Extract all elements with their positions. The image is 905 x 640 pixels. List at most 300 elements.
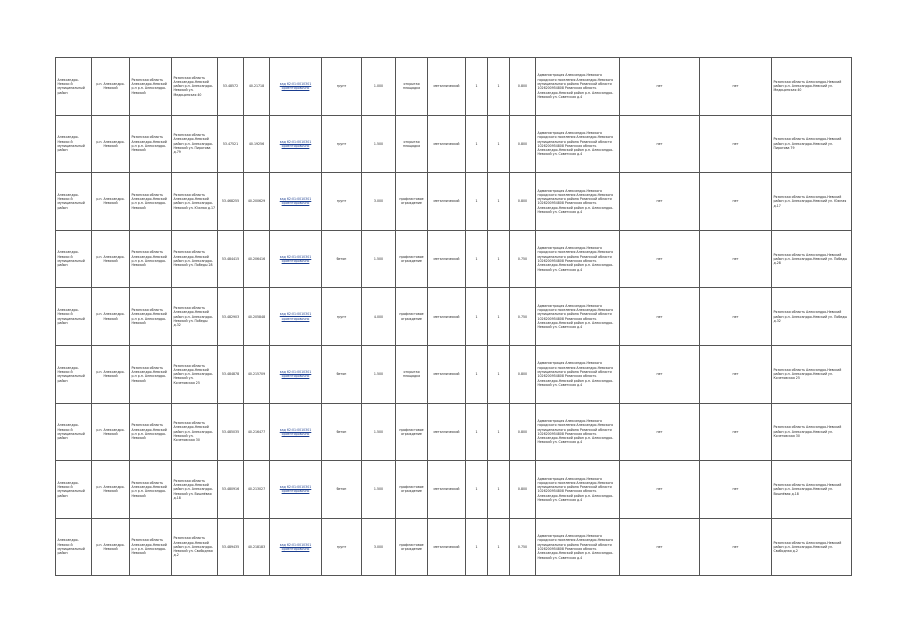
cadastral-text[interactable]: кад 62:01:0010301 ориентировочно <box>279 485 312 494</box>
district-text: Александро-Невски й муниципальный район <box>57 538 85 556</box>
served-address-cell <box>772 403 852 461</box>
longitude-cell <box>244 58 270 116</box>
table-row <box>56 345 852 403</box>
container-type-text: металлический <box>433 372 460 377</box>
latitude-text: 53.489435 <box>221 544 240 549</box>
latitude-cell <box>218 230 244 288</box>
volume-text: 0.750 <box>517 544 528 549</box>
location-text: Рязанская область Александро-Невский р-н р.п. Александро-Невский <box>131 538 167 556</box>
cadastral-text[interactable]: кад 62:01:0010301 ориентировочно <box>279 312 312 321</box>
fence-cell <box>396 288 428 346</box>
cadastral-cell <box>270 288 322 346</box>
count-b-cell <box>488 115 510 173</box>
surface-cell <box>322 230 362 288</box>
surface-text: бетон <box>336 256 347 261</box>
served-address-cell <box>772 288 852 346</box>
settlement-cell <box>92 115 130 173</box>
area-text: 1.500 <box>373 487 384 492</box>
count-b-text: 1 <box>497 372 500 377</box>
volume-text: 0.800 <box>517 429 528 434</box>
flag-b-cell <box>700 58 772 116</box>
address-text: Рязанская область Александро-Невский район р.п. Александро-Невский ул. Победы 28 <box>173 250 213 268</box>
count-a-cell <box>466 230 488 288</box>
district-text: Александро-Невски й муниципальный район <box>57 192 85 210</box>
area-text: 1.500 <box>373 429 384 434</box>
container-type-cell <box>428 518 466 576</box>
longitude-text: 40.206416 <box>247 256 266 261</box>
container-type-cell <box>428 230 466 288</box>
count-a-cell <box>466 115 488 173</box>
flag-b-text: нет <box>732 544 739 549</box>
fence-text: профлистовое ограждение <box>399 485 424 494</box>
cadastral-text[interactable]: кад 62:01:0010301 ориентировочно <box>279 254 312 264</box>
volume-cell <box>510 345 536 403</box>
settlement-text: р.п. Александро-Невский <box>96 369 125 379</box>
surface-text: бетон <box>336 429 347 434</box>
volume-text: 0.800 <box>517 141 528 146</box>
fence-text: профлистовое ограждение <box>399 312 424 321</box>
count-a-text: 1 <box>475 429 478 434</box>
served-address-cell <box>772 518 852 576</box>
longitude-text: 40.213027 <box>247 487 266 492</box>
flag-b-cell <box>700 115 772 173</box>
count-a-text: 1 <box>475 141 478 146</box>
cadastral-cell <box>270 345 322 403</box>
area-cell <box>362 173 396 231</box>
flag-b-cell <box>700 403 772 461</box>
latitude-text: 53.47521 <box>222 141 239 146</box>
location-cell <box>130 230 172 288</box>
served-address-text: Рязанская область Александро-Невский район р.п. Александро-Невский ул. Вишнёвая д.18 <box>773 483 842 496</box>
flag-a-cell <box>620 115 700 173</box>
flag-a-cell <box>620 230 700 288</box>
count-b-text: 1 <box>497 314 500 319</box>
address-text: Рязанская область Александро-Невский район р.п. Александро-Невский ул. Вишнёвая д.18 <box>173 478 213 500</box>
surface-cell <box>322 58 362 116</box>
address-cell <box>172 518 218 576</box>
fence-cell <box>396 173 428 231</box>
table-row <box>56 518 852 576</box>
area-cell <box>362 288 396 346</box>
fence-cell <box>396 58 428 116</box>
location-text: Рязанская область Александро-Невский р-н р.п. Александро-Невский <box>131 77 167 95</box>
fence-text: профлистовое ограждение <box>399 254 424 264</box>
settlement-cell <box>92 518 130 576</box>
settlement-text: р.п. Александро-Невский <box>96 139 125 148</box>
district-cell <box>56 58 92 116</box>
surface-text: бетон <box>336 487 347 492</box>
area-cell <box>362 461 396 519</box>
fence-text: открытая площадка <box>402 139 421 148</box>
count-b-text: 1 <box>497 256 500 261</box>
flag-a-text: нет <box>656 487 663 492</box>
location-cell <box>130 461 172 519</box>
flag-a-cell <box>620 58 700 116</box>
latitude-text: 53.468255 <box>221 199 240 204</box>
latitude-cell <box>218 115 244 173</box>
count-b-cell <box>488 288 510 346</box>
count-a-cell <box>466 58 488 116</box>
served-address-text: Рязанская область Александро-Невский район р.п. Александро-Невский ул. Кочетовская 25 <box>773 367 842 381</box>
served-address-text: Рязанская область Александро-Невский район р.п. Александро-Невский ул. Пирогова 79 <box>773 137 842 151</box>
count-b-cell <box>488 345 510 403</box>
settlement-text: р.п. Александро-Невский <box>96 197 125 206</box>
address-text: Рязанская область Александро-Невский район р.п. Александро-Невский ул. Свободная д.2 <box>173 536 213 558</box>
latitude-cell <box>218 518 244 576</box>
volume-text: 0.800 <box>517 372 528 377</box>
district-text: Александро-Невски й муниципальный район <box>57 423 85 441</box>
cadastral-text[interactable]: кад 62:01:0010301 ориентировочно <box>279 139 312 148</box>
owner-cell <box>536 230 620 288</box>
latitude-text: 53.484415 <box>221 256 240 261</box>
cadastral-cell <box>270 115 322 173</box>
volume-text: 0.750 <box>517 314 528 319</box>
table-row <box>56 288 852 346</box>
count-a-cell <box>466 345 488 403</box>
flag-b-text: нет <box>732 84 739 89</box>
volume-text: 0.800 <box>517 199 528 204</box>
surface-text: грунт <box>336 544 347 549</box>
count-a-text: 1 <box>475 487 478 492</box>
district-text: Александро-Невски й муниципальный район <box>57 308 85 325</box>
location-text: Рязанская область Александро-Невский р-н р.п. Александро-Невский <box>131 480 167 498</box>
location-cell <box>130 518 172 576</box>
flag-a-text: нет <box>656 84 663 89</box>
volume-cell <box>510 173 536 231</box>
count-a-cell <box>466 403 488 461</box>
settlement-text: р.п. Александро-Невский <box>96 427 125 436</box>
count-a-text: 1 <box>475 372 478 377</box>
latitude-text: 53.482903 <box>221 314 240 319</box>
flag-b-cell <box>700 461 772 519</box>
latitude-text: 53.48572 <box>222 84 239 89</box>
district-cell <box>56 461 92 519</box>
owner-text: Администрация Александро-Невского городского поселения Александро-Невского муниципального района Рязанской области 1026200954808 Рязанская область Александро-Невский район р.п. Александро-Невский ул. Советская д.4 <box>537 188 614 215</box>
area-cell <box>362 345 396 403</box>
count-b-cell <box>488 461 510 519</box>
area-text: 1.500 <box>373 256 384 261</box>
fence-text: профлистовое ограждение <box>399 197 424 206</box>
count-b-text: 1 <box>497 141 500 146</box>
flag-a-cell <box>620 345 700 403</box>
owner-cell <box>536 345 620 403</box>
owner-text: Администрация Александро-Невского городского поселения Александро-Невского муниципального района Рязанской области 1026200954808 Рязанская область Александро-Невский район р.п. Александро-Невский ул. Советская д.4 <box>537 418 614 445</box>
volume-text: 0.750 <box>517 256 528 261</box>
flag-a-text: нет <box>656 372 663 377</box>
served-address-cell <box>772 115 852 173</box>
address-text: Рязанская область Александро-Невский район р.п. Александро-Невский ул. Победы д.32 <box>173 305 213 328</box>
fence-cell <box>396 230 428 288</box>
flag-a-cell <box>620 403 700 461</box>
owner-text: Администрация Александро-Невского городского поселения Александро-Невского муниципального района Рязанской области 1026200954808 Рязанская область Александро-Невский район р.п. Александро-Невский ул. Советская д.4 <box>537 476 614 503</box>
cadastral-cell <box>270 58 322 116</box>
location-cell <box>130 173 172 231</box>
longitude-cell <box>244 115 270 173</box>
table-row <box>56 115 852 173</box>
longitude-text: 40.205848 <box>247 314 266 319</box>
surface-text: грунт <box>336 84 347 89</box>
area-cell <box>362 230 396 288</box>
served-address-cell <box>772 173 852 231</box>
flag-a-text: нет <box>656 256 663 261</box>
district-text: Александро-Невски й муниципальный район <box>57 135 85 153</box>
longitude-cell <box>244 345 270 403</box>
table-row <box>56 461 852 519</box>
flag-a-text: нет <box>656 544 663 549</box>
served-address-cell <box>772 230 852 288</box>
address-cell <box>172 403 218 461</box>
container-type-cell <box>428 115 466 173</box>
area-text: 4.000 <box>373 314 384 319</box>
area-text: 3.000 <box>373 544 384 549</box>
settlement-text: р.п. Александро-Невский <box>96 254 125 264</box>
settlement-cell <box>92 173 130 231</box>
flag-a-cell <box>620 288 700 346</box>
container-type-text: металлический <box>433 84 460 89</box>
flag-a-text: нет <box>656 199 663 204</box>
settlement-text: р.п. Александро-Невский <box>96 82 125 91</box>
volume-text: 0.800 <box>517 84 528 89</box>
owner-text: Администрация Александро-Невского городского поселения Александро-Невского муниципального района Рязанской области 1026200954808 Рязанская область Александро-Невский район р.п. Александро-Невский ул. Советская д.4 <box>537 303 614 330</box>
container-type-text: металлический <box>433 314 460 319</box>
volume-cell <box>510 403 536 461</box>
cadastral-text[interactable]: кад 62:01:0010301 ориентировочно <box>279 82 312 91</box>
volume-cell <box>510 288 536 346</box>
surface-cell <box>322 345 362 403</box>
surface-cell <box>322 288 362 346</box>
flag-b-cell <box>700 173 772 231</box>
settlement-cell <box>92 230 130 288</box>
surface-text: грунт <box>336 141 347 146</box>
location-text: Рязанская область Александро-Невский р-н р.п. Александро-Невский <box>131 135 167 153</box>
count-a-cell <box>466 288 488 346</box>
served-address-cell <box>772 58 852 116</box>
address-cell <box>172 58 218 116</box>
surface-text: бетон <box>336 372 347 377</box>
latitude-text: 53.484878 <box>221 372 240 377</box>
owner-text: Администрация Александро-Невского городского поселения Александро-Невского муниципального района Рязанской области 1026200954808 Рязанская область Александро-Невский район р.п. Александро-Невский ул. Советская д.4 <box>537 73 614 99</box>
owner-cell <box>536 288 620 346</box>
fence-text: профлистовое ограждение <box>399 542 424 552</box>
longitude-cell <box>244 403 270 461</box>
district-cell <box>56 173 92 231</box>
fence-cell <box>396 461 428 519</box>
longitude-text: 40.215709 <box>247 372 266 377</box>
area-cell <box>362 518 396 576</box>
count-b-cell <box>488 173 510 231</box>
count-a-cell <box>466 173 488 231</box>
count-b-cell <box>488 230 510 288</box>
volume-cell <box>510 461 536 519</box>
location-text: Рязанская область Александро-Невский р-н р.п. Александро-Невский <box>131 423 167 441</box>
fence-text: профлистовое ограждение <box>399 427 424 436</box>
address-cell <box>172 230 218 288</box>
latitude-text: 53.485035 <box>221 429 240 434</box>
area-text: 1.000 <box>373 84 384 89</box>
cadastral-text[interactable]: кад 62:01:0010301 ориентировочно <box>279 369 312 379</box>
container-type-cell <box>428 288 466 346</box>
longitude-cell <box>244 518 270 576</box>
longitude-text: 40.216477 <box>247 429 266 434</box>
address-cell <box>172 173 218 231</box>
count-b-text: 1 <box>497 84 500 89</box>
latitude-cell <box>218 58 244 116</box>
count-a-text: 1 <box>475 544 478 549</box>
owner-cell <box>536 461 620 519</box>
address-cell <box>172 288 218 346</box>
surface-cell <box>322 403 362 461</box>
surface-cell <box>322 115 362 173</box>
address-cell <box>172 461 218 519</box>
flag-b-cell <box>700 230 772 288</box>
fence-cell <box>396 403 428 461</box>
district-cell <box>56 230 92 288</box>
longitude-text: 40.21718 <box>248 84 265 89</box>
settlement-cell <box>92 461 130 519</box>
table-row <box>56 173 852 231</box>
flag-a-cell <box>620 518 700 576</box>
location-cell <box>130 288 172 346</box>
owner-cell <box>536 518 620 576</box>
cadastral-cell <box>270 173 322 231</box>
volume-cell <box>510 58 536 116</box>
location-text: Рязанская область Александро-Невский р-н р.п. Александро-Невский <box>131 192 167 210</box>
district-cell <box>56 115 92 173</box>
address-text: Рязанская область Александро-Невский район р.п. Александро-Невский ул. Медицинская 40 <box>173 75 213 97</box>
address-cell <box>172 115 218 173</box>
fence-text: открытая площадка <box>402 369 421 379</box>
owner-text: Администрация Александро-Невского городского поселения Александро-Невского муниципального района Рязанской области 1026200954808 Рязанская область Александро-Невский район р.п. Александро-Невский ул. Советская д.4 <box>537 246 614 272</box>
address-text: Рязанская область Александро-Невский район р.п. Александро-Невский ул. Кочетовская 25 <box>173 363 213 385</box>
served-address-text: Рязанская область Александро-Невский район р.п. Александро-Невский ул. Кочетовская 30 <box>773 425 842 438</box>
address-text: Рязанская область Александро-Невский район р.п. Александро-Невский ул. Пирогова д.79 <box>173 133 213 155</box>
area-text: 3.000 <box>373 199 384 204</box>
owner-text: Администрация Александро-Невского городского поселения Александро-Невского муниципального района Рязанской области 1026200954808 Рязанская область Александро-Невский район р.п. Александро-Невский ул. Советская д.4 <box>537 534 614 560</box>
container-type-cell <box>428 403 466 461</box>
fence-cell <box>396 115 428 173</box>
count-a-text: 1 <box>475 84 478 89</box>
owner-cell <box>536 403 620 461</box>
longitude-cell <box>244 173 270 231</box>
longitude-text: 40.19256 <box>248 141 265 146</box>
flag-b-cell <box>700 288 772 346</box>
flag-b-cell <box>700 518 772 576</box>
volume-cell <box>510 115 536 173</box>
cadastral-text[interactable]: кад 62:01:0010301 ориентировочно <box>279 542 312 552</box>
count-a-cell <box>466 461 488 519</box>
owner-text: Администрация Александро-Невского городского поселения Александро-Невского муниципального района Рязанской области 1026200954808 Рязанская область Александро-Невский район р.п. Александро-Невский ул. Советская д.4 <box>537 361 614 387</box>
surface-cell <box>322 461 362 519</box>
flag-b-text: нет <box>732 199 739 204</box>
location-cell <box>130 345 172 403</box>
flag-a-text: нет <box>656 141 663 146</box>
cadastral-text[interactable]: кад 62:01:0010301 ориентировочно <box>279 197 312 206</box>
count-a-text: 1 <box>475 199 478 204</box>
location-cell <box>130 58 172 116</box>
table-row <box>56 58 852 116</box>
count-b-text: 1 <box>497 199 500 204</box>
cadastral-text[interactable]: кад 62:01:0010301 ориентировочно <box>279 427 312 436</box>
container-type-cell <box>428 58 466 116</box>
flag-b-text: нет <box>732 487 739 492</box>
owner-cell <box>536 115 620 173</box>
latitude-text: 53.480916 <box>221 487 240 492</box>
area-cell <box>362 403 396 461</box>
cadastral-cell <box>270 230 322 288</box>
container-type-text: металлический <box>433 199 460 204</box>
flag-b-cell <box>700 345 772 403</box>
surface-cell <box>322 173 362 231</box>
fence-cell <box>396 518 428 576</box>
flag-a-cell <box>620 173 700 231</box>
owner-cell <box>536 173 620 231</box>
container-type-cell <box>428 173 466 231</box>
location-cell <box>130 403 172 461</box>
address-text: Рязанская область Александро-Невский район р.п. Александро-Невский ул. Кочетовская 30 <box>173 421 213 443</box>
volume-text: 0.800 <box>517 487 528 492</box>
settlement-cell <box>92 58 130 116</box>
served-address-text: Рязанская область Александро-Невский район р.п. Александро-Невский ул. Победы д.32 <box>773 310 847 323</box>
volume-cell <box>510 230 536 288</box>
count-b-cell <box>488 58 510 116</box>
settlement-text: р.п. Александро-Невский <box>96 312 125 321</box>
count-b-text: 1 <box>497 429 500 434</box>
surface-cell <box>322 518 362 576</box>
served-address-text: Рязанская область Александро-Невский район р.п. Александро-Невский ул. Свободная д.2 <box>773 540 842 554</box>
latitude-cell <box>218 345 244 403</box>
fence-cell <box>396 345 428 403</box>
address-text: Рязанская область Александро-Невский район р.п. Александро-Невский ул. Южная д.17 <box>173 192 216 210</box>
fence-text: открытая площадка <box>402 82 421 91</box>
latitude-cell <box>218 403 244 461</box>
latitude-cell <box>218 461 244 519</box>
latitude-cell <box>218 288 244 346</box>
district-cell <box>56 345 92 403</box>
served-address-cell <box>772 345 852 403</box>
table-row <box>56 230 852 288</box>
area-text: 1.500 <box>373 141 384 146</box>
container-type-text: металлический <box>433 141 460 146</box>
served-address-text: Рязанская область Александро-Невский район р.п. Александро-Невский ул. Медицинская 40 <box>773 79 842 93</box>
district-text: Александро-Невски й муниципальный район <box>57 77 85 95</box>
cadastral-cell <box>270 461 322 519</box>
table-body <box>56 58 852 576</box>
district-text: Александро-Невски й муниципальный район <box>57 250 85 268</box>
flag-b-text: нет <box>732 429 739 434</box>
served-address-text: Рязанская область Александро-Невский район р.п. Александро-Невский ул. Победы д.28 <box>773 252 847 266</box>
count-b-text: 1 <box>497 487 500 492</box>
table-row <box>56 403 852 461</box>
address-cell <box>172 345 218 403</box>
settlement-text: р.п. Александро-Невский <box>96 485 125 494</box>
count-a-text: 1 <box>475 256 478 261</box>
served-address-text: Рязанская область Александро-Невский район р.п. Александро-Невский ул. Южная д.17 <box>773 195 847 208</box>
owner-cell <box>536 58 620 116</box>
count-b-cell <box>488 403 510 461</box>
district-cell <box>56 518 92 576</box>
container-type-cell <box>428 461 466 519</box>
district-cell <box>56 403 92 461</box>
settlement-cell <box>92 403 130 461</box>
area-cell <box>362 115 396 173</box>
count-b-text: 1 <box>497 544 500 549</box>
area-text: 1.500 <box>373 372 384 377</box>
location-text: Рязанская область Александро-Невский р-н р.п. Александро-Невский <box>131 365 167 383</box>
container-sites-table <box>55 57 852 576</box>
count-a-cell <box>466 518 488 576</box>
count-b-cell <box>488 518 510 576</box>
area-cell <box>362 58 396 116</box>
